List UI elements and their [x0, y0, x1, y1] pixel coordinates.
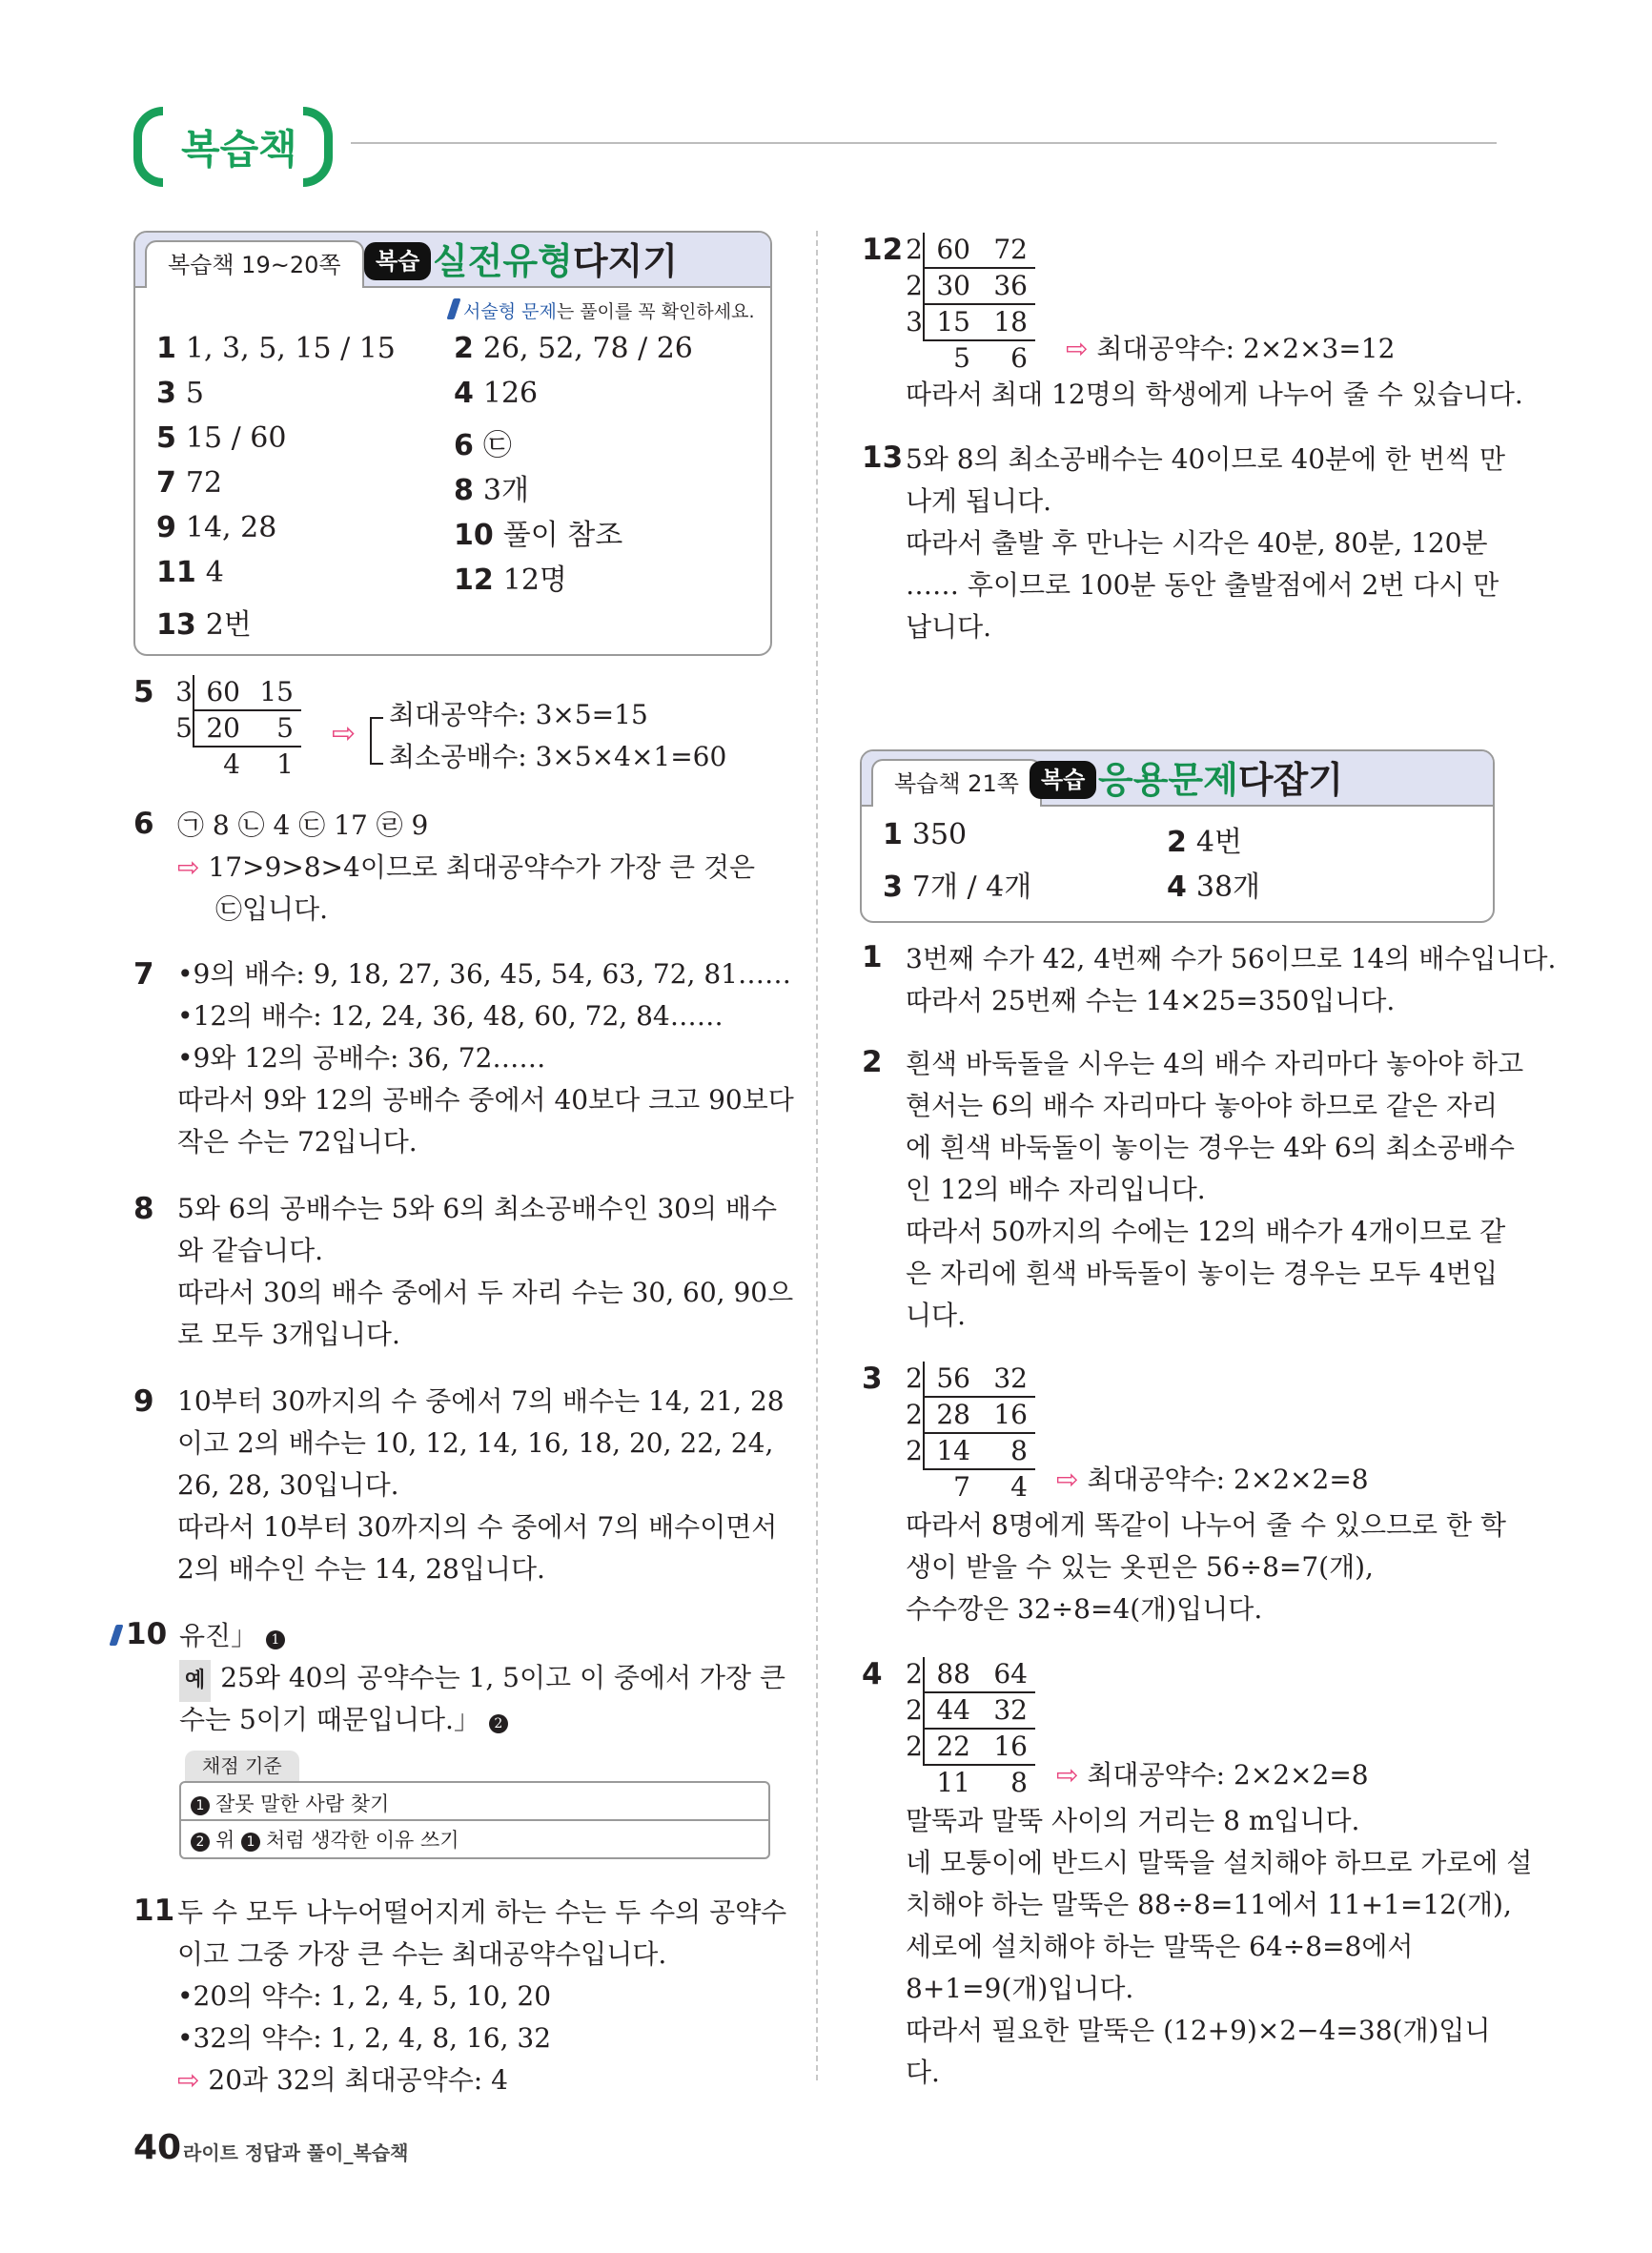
q10-line2: 예 25와 40의 공약수는 1, 5이고 이 중에서 가장 큰 [179, 1657, 785, 1702]
text-line: 생이 받을 수 있는 옷핀은 56÷8=7(개), [906, 1551, 1374, 1583]
division-ladder-q12: 2 60 72 2 30 36 3 15 18 5 6 [902, 233, 1037, 376]
text-line: 따라서 30의 배수 중에서 두 자리 수는 30, 60, 90으 [177, 1277, 794, 1308]
pen-icon [446, 298, 460, 319]
text-line: 10부터 30까지의 수 중에서 7의 배수는 14, 21, 28 [177, 1385, 785, 1417]
text-line: 이고 그중 가장 큰 수는 최대공약수입니다. [177, 1938, 667, 1970]
question-number: 1 [862, 940, 883, 974]
answer-item: 5 15 / 60 [156, 421, 287, 455]
text-line: 이고 2의 배수는 10, 12, 14, 16, 18, 20, 22, 24, [177, 1427, 774, 1459]
pen-icon [109, 1625, 123, 1646]
text-line: 수수깡은 32÷8=4(개)입니다. [906, 1593, 1263, 1625]
arrow-icon: ⇨ [177, 2064, 209, 2096]
footer-text: 라이트 정답과 풀이_복습책 [183, 2141, 409, 2164]
text-line: 납니다. [906, 611, 992, 643]
arrow-icon: ⇨ [1066, 333, 1097, 364]
text-line: •9와 12의 공배수: 36, 72…… [177, 1042, 546, 1074]
text-line: 치해야 하는 말뚝은 88÷8=11에서 11+1=12(개), [906, 1889, 1512, 1920]
text-line: 네 모퉁이에 반드시 말뚝을 설치해야 하므로 가로에 설 [906, 1847, 1533, 1878]
answer-item: 3 5 [156, 377, 204, 410]
q6-line3: ㉢입니다. [215, 893, 329, 925]
answer-item: 4 126 [454, 377, 539, 410]
box-title [433, 240, 678, 282]
question-number: 12 [862, 233, 904, 267]
page-header-title: 복습책 [181, 126, 297, 173]
q10-line1: 유진」 1 [179, 1615, 291, 1657]
q5-lcm: 최소공배수: 3×5×4×1=60 [389, 741, 727, 772]
text-line: 따라서 필요한 말뚝은 (12+9)×2−4=38(개)입니 [906, 2015, 1491, 2046]
bracket-line [370, 717, 383, 765]
text-line: 따라서 출발 후 만나는 시각은 40분, 80분, 120분 [906, 527, 1488, 559]
answer-item: 10 풀이 참조 [454, 519, 623, 552]
question-number: 5 [133, 675, 154, 709]
answer-item: 2 4번 [1167, 826, 1242, 859]
essay-note: 서술형 문제는 풀이를 꼭 확인하세요. [450, 297, 755, 323]
box-title-green: 응용문제 [1098, 759, 1238, 801]
question-number: 10 [112, 1617, 167, 1651]
question-number: 6 [133, 807, 154, 841]
text-line: •12의 배수: 12, 24, 36, 48, 60, 72, 84…… [177, 1000, 724, 1032]
text-line: 인 12의 배수 자리입니다. [906, 1174, 1206, 1205]
answer-item: 4 38개 [1167, 870, 1261, 904]
criteria-item-2: 2 위 1 처럼 생각한 이유 쓰기 [191, 1825, 459, 1854]
text-line: 에 흰색 바둑돌이 놓이는 경우는 4와 6의 최소공배수 [906, 1132, 1515, 1163]
criteria-item-1: 1 잘못 말한 사람 찾기 [191, 1789, 389, 1817]
page-number: 40 [133, 2128, 182, 2167]
header-rule [351, 142, 1497, 144]
text-line: 다. [906, 2057, 940, 2088]
text-line: 2의 배수인 수는 14, 28입니다. [177, 1553, 545, 1585]
q11-last: ⇨ 20과 32의 최대공약수: 4 [177, 2064, 508, 2096]
question-number: 13 [862, 440, 904, 475]
text-line: …… 후이므로 100분 동안 출발점에서 2번 다시 만 [906, 569, 1499, 601]
text-line: 나게 됩니다. [906, 485, 1052, 517]
r4-gcd: ⇨ 최대공약수: 2×2×2=8 [1056, 1759, 1369, 1791]
grading-criteria-tab: 채점 기준 [185, 1751, 299, 1781]
text-line: •32의 약수: 1, 2, 4, 8, 16, 32 [177, 2022, 552, 2054]
answer-item: 13 2번 [156, 608, 252, 642]
q10-line3: 수는 5이기 때문입니다.」 2 [179, 1699, 514, 1741]
text-line: 현서는 6의 배수 자리마다 놓아야 하므로 같은 자리 [906, 1090, 1499, 1121]
text-line: 세로에 설치해야 하는 말뚝은 64÷8=8에서 [906, 1931, 1414, 1962]
answer-item: 1 350 [883, 818, 968, 851]
answer-item: 3 7개 / 4개 [883, 870, 1032, 904]
page-range-tab: 복습책 21쪽 [871, 759, 1042, 807]
division-ladder-q5: 3 60 15 5 20 5 4 1 [172, 675, 303, 782]
arrow-icon: ⇨ [332, 717, 357, 750]
text-line: 따라서 10부터 30까지의 수 중에서 7의 배수이면서 [177, 1511, 778, 1543]
answer-item: 6 ㉢ [454, 429, 512, 462]
text-line: •20의 약수: 1, 2, 4, 5, 10, 20 [177, 1980, 552, 2012]
text-line: 따라서 8명에게 똑같이 나누어 줄 수 있으므로 한 학 [906, 1509, 1506, 1541]
q12-gcd: ⇨ 최대공약수: 2×2×3=12 [1066, 333, 1396, 364]
text-line: 따라서 25번째 수는 14×25=350입니다. [906, 985, 1396, 1016]
question-number: 9 [133, 1384, 154, 1419]
box-title [1098, 759, 1343, 801]
answer-item: 11 4 [156, 556, 224, 589]
text-line: 로 모두 3개입니다. [177, 1319, 400, 1350]
r3-gcd: ⇨ 최대공약수: 2×2×2=8 [1056, 1464, 1369, 1495]
box-title-black: 다잡기 [1237, 759, 1343, 801]
answer-box-practice [133, 231, 772, 656]
q12-line: 따라서 최대 12명의 학생에게 나누어 줄 수 있습니다. [906, 379, 1523, 410]
review-badge: 복습 [364, 242, 431, 280]
text-line: 5와 8의 최소공배수는 40이므로 40분에 한 번씩 만 [906, 443, 1506, 475]
text-line: 두 수 모두 나누어떨어지게 하는 수는 두 수의 공약수 [177, 1896, 787, 1928]
text-line: 은 자리에 흰색 바둑돌이 놓이는 경우는 모두 4번입 [906, 1258, 1499, 1289]
header-left-bracket [133, 107, 163, 187]
question-number: 7 [133, 957, 154, 992]
text-line: •9의 배수: 9, 18, 27, 36, 45, 54, 63, 72, 81…… [177, 958, 791, 990]
text-line: 니다. [906, 1300, 966, 1331]
q5-gcd: 최대공약수: 3×5=15 [389, 699, 648, 730]
text-line: 말뚝과 말뚝 사이의 거리는 8 m입니다. [906, 1805, 1360, 1836]
question-number: 4 [862, 1657, 883, 1691]
text-line: 5와 6의 공배수는 5와 6의 최소공배수인 30의 배수 [177, 1193, 778, 1224]
q6-line2: ⇨ 17>9>8>4이므로 최대공약수가 가장 큰 것은 [177, 851, 756, 883]
answer-item: 1 1, 3, 5, 15 / 15 [156, 332, 396, 365]
text-line: 8+1=9(개)입니다. [906, 1973, 1134, 2004]
division-ladder-r3: 2 56 32 2 28 16 2 14 8 7 4 [902, 1362, 1037, 1505]
text-line: 따라서 50까지의 수에는 12의 배수가 4개이므로 같 [906, 1216, 1506, 1247]
arrow-icon: ⇨ [177, 851, 209, 883]
text-line: 작은 수는 72입니다. [177, 1126, 418, 1157]
arrow-icon: ⇨ [1056, 1464, 1088, 1495]
answer-item: 7 72 [156, 466, 223, 500]
text-line: 와 같습니다. [177, 1235, 324, 1266]
answer-item: 8 3개 [454, 474, 529, 507]
answer-item: 12 12명 [454, 563, 567, 597]
answer-item: 9 14, 28 [156, 511, 277, 544]
column-divider [816, 231, 818, 2080]
question-number: 11 [133, 1894, 175, 1928]
header-right-bracket [303, 107, 333, 187]
answer-item: 2 26, 52, 78 / 26 [454, 332, 693, 365]
text-line: 3번째 수가 42, 4번째 수가 56이므로 14의 배수입니다. [906, 943, 1557, 974]
answer-box-applied [860, 749, 1495, 923]
question-number: 3 [862, 1362, 883, 1396]
arrow-icon: ⇨ [1056, 1759, 1088, 1791]
division-ladder-r4: 2 88 64 2 44 32 2 22 16 11 8 [902, 1657, 1037, 1800]
question-number: 2 [862, 1045, 883, 1079]
question-number: 8 [133, 1192, 154, 1226]
text-line: 흰색 바둑돌을 시우는 4의 배수 자리마다 놓아야 하고 [906, 1048, 1524, 1079]
box-title-green: 실전유형 [433, 240, 573, 282]
q6-line1: ㉠ 8 ㉡ 4 ㉢ 17 ㉣ 9 [177, 809, 429, 841]
example-badge: 예 [179, 1660, 211, 1702]
review-badge: 복습 [1030, 761, 1096, 799]
box-title-black: 다지기 [572, 240, 678, 282]
page-range-tab: 복습책 19~20쪽 [145, 240, 364, 288]
text-line: 따라서 9와 12의 공배수 중에서 40보다 크고 90보다 [177, 1084, 794, 1116]
text-line: 26, 28, 30입니다. [177, 1469, 399, 1501]
